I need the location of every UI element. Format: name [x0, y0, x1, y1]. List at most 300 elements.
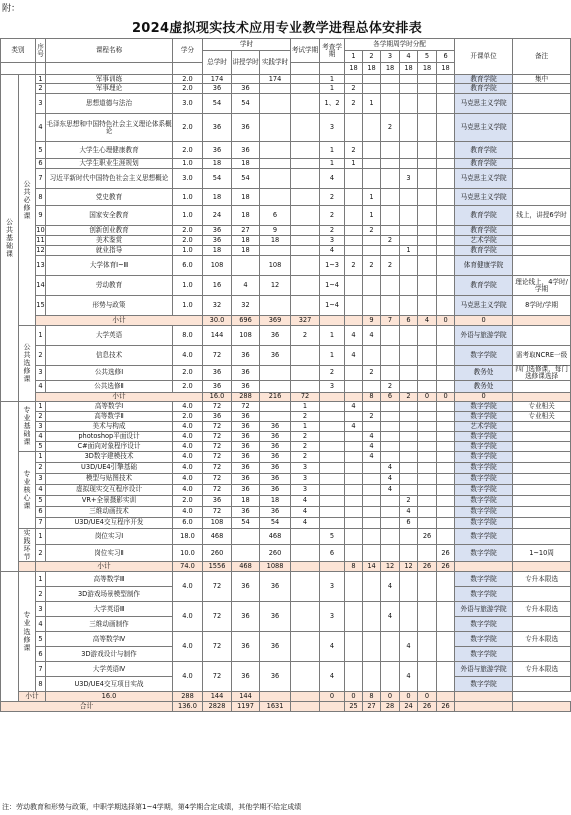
table-row — [1, 572, 571, 587]
s5-cell — [418, 142, 437, 159]
total-cell: 36 — [203, 226, 232, 236]
assess-cell: 4 — [320, 246, 345, 256]
group-public-elective — [19, 326, 36, 402]
remark-cell — [513, 169, 571, 189]
total-cell: 36 — [203, 142, 232, 159]
course-name-cell: 军事理论 — [46, 84, 173, 94]
seq-cell: 7 — [36, 169, 46, 189]
s2-cell: 2 — [363, 256, 381, 276]
unit-cell: 数字学院 — [455, 647, 513, 662]
header-category: 类别 — [1, 39, 36, 63]
s1-cell — [345, 226, 363, 236]
table-row — [1, 39, 571, 51]
table-row — [1, 366, 571, 381]
table-row — [1, 562, 571, 572]
table-row — [1, 484, 571, 495]
credit-cell: 6.0 — [173, 256, 203, 276]
unit-cell: 数字学院 — [455, 517, 513, 528]
group-label: 公共选修课 — [23, 343, 31, 384]
table-row — [1, 392, 571, 401]
s2-cell — [363, 380, 381, 392]
s3-cell — [381, 506, 400, 517]
course-name-cell: 毛泽东思想和中国特色社会主义理论体系概论 — [46, 114, 173, 142]
remark-cell — [513, 159, 571, 169]
lec-cell: 36 — [232, 662, 260, 692]
s5-cell — [418, 517, 437, 528]
s4-cell — [400, 226, 418, 236]
unit-cell: 数字学院 — [455, 528, 513, 545]
group-pro-core — [19, 451, 36, 528]
remark-cell: 线上，讲授6学时 — [513, 206, 571, 226]
credit-cell: 4.0 — [173, 421, 203, 431]
subtotal-s1: 25 — [345, 702, 363, 712]
prac-cell — [260, 142, 291, 159]
assess-cell: 6 — [320, 545, 345, 562]
s3-cell — [381, 431, 400, 441]
unit-cell: 教育学院 — [455, 276, 513, 296]
course-name-cell: 高等数学Ⅰ — [46, 401, 173, 411]
assess-cell: 1 — [320, 326, 345, 346]
table-row — [1, 75, 571, 84]
table-row — [1, 473, 571, 484]
assess-cell — [320, 441, 345, 451]
exam-cell — [291, 226, 320, 236]
credit-cell: 4.0 — [173, 462, 203, 473]
lec-cell: 18 — [232, 159, 260, 169]
s6-cell — [437, 276, 455, 296]
header-semester: 6 — [437, 51, 455, 63]
total-cell: 36 — [203, 411, 232, 421]
s6-cell — [437, 94, 455, 114]
seq-cell: 6 — [36, 647, 46, 662]
s5-cell — [418, 484, 437, 495]
lec-cell: 54 — [232, 94, 260, 114]
s1-cell — [345, 528, 363, 545]
total-cell: 36 — [203, 236, 232, 246]
s3-cell — [381, 94, 400, 114]
s3-cell — [381, 189, 400, 206]
prac-cell — [260, 246, 291, 256]
prac-cell: 36 — [260, 441, 291, 451]
assess-cell: 3 — [320, 602, 345, 632]
course-name-cell: 大学生职业生涯规划 — [46, 159, 173, 169]
unit-cell: 教务处 — [455, 380, 513, 392]
total-cell: 72 — [203, 506, 232, 517]
seq-cell: 5 — [36, 142, 46, 159]
s3-cell — [381, 451, 400, 462]
course-name-cell: 虚拟现实交互程序设计 — [46, 484, 173, 495]
assess-cell — [320, 421, 345, 431]
assess-cell — [320, 517, 345, 528]
course-name-cell: 高等数学Ⅲ — [46, 572, 173, 587]
credit-cell: 4.0 — [173, 662, 203, 692]
course-name-cell: 模型与贴图技术 — [46, 473, 173, 484]
seq-cell: 15 — [36, 296, 46, 316]
lec-cell: 32 — [232, 296, 260, 316]
lec-cell: 36 — [232, 473, 260, 484]
s3-cell — [381, 206, 400, 226]
s6-cell — [437, 206, 455, 226]
course-name-cell: photoshop平面设计 — [46, 431, 173, 441]
assess-cell — [320, 462, 345, 473]
subtotal-s4: 4 — [418, 316, 437, 326]
course-name-cell: 大学英语 — [46, 326, 173, 346]
prac-cell — [260, 159, 291, 169]
s5-cell — [418, 206, 437, 226]
seq-cell: 1 — [36, 401, 46, 411]
lec-cell: 54 — [232, 517, 260, 528]
unit-cell: 数字学院 — [455, 441, 513, 451]
credit-cell: 2.0 — [173, 114, 203, 142]
remark-cell — [513, 677, 571, 692]
seq-cell: 4 — [36, 431, 46, 441]
total-cell: 32 — [203, 296, 232, 316]
table-row — [1, 462, 571, 473]
s6-cell — [437, 226, 455, 236]
blank-cell — [320, 562, 345, 572]
header-exam: 考试学期 — [291, 39, 320, 63]
s2-cell — [363, 276, 381, 296]
s5-cell — [418, 662, 437, 692]
remark-cell — [513, 142, 571, 159]
s4-cell — [400, 401, 418, 411]
seq-cell: 8 — [36, 189, 46, 206]
s6-cell — [437, 441, 455, 451]
unit-cell: 数字学院 — [455, 545, 513, 562]
s4-cell — [400, 75, 418, 84]
subtotal-label: 小计 — [19, 692, 46, 702]
lec-cell: 36 — [232, 366, 260, 381]
unit-cell: 数字学院 — [455, 411, 513, 421]
subtotal-s1: 8 — [345, 562, 363, 572]
subtotal-total: 696 — [232, 316, 260, 326]
course-name-cell: C#面向对象程序设计 — [46, 441, 173, 451]
s3-cell — [381, 142, 400, 159]
unit-cell: 外语与旅游学院 — [455, 326, 513, 346]
prac-cell — [260, 366, 291, 381]
blank-cell — [260, 692, 291, 702]
table-row — [1, 316, 571, 326]
subtotal-s6: 0 — [418, 692, 437, 702]
s1-cell: 4 — [345, 346, 363, 366]
s1-cell — [345, 441, 363, 451]
table-row — [1, 495, 571, 506]
s2-cell: 2 — [363, 226, 381, 236]
s5-cell — [418, 246, 437, 256]
table-row — [1, 256, 571, 276]
header-seq: 序号 — [36, 39, 46, 63]
lec-cell: 36 — [232, 431, 260, 441]
course-name-cell: 大学英语Ⅳ — [46, 662, 173, 677]
subtotal-label: 小计 — [36, 562, 173, 572]
group-label: 公共基础课 — [6, 217, 13, 258]
assess-cell: 4 — [320, 662, 345, 692]
prac-cell: 12 — [260, 276, 291, 296]
lec-cell: 54 — [232, 169, 260, 189]
total-cell: 72 — [203, 431, 232, 441]
total-cell: 72 — [203, 572, 232, 602]
assess-cell: 2 — [320, 366, 345, 381]
course-name-cell: U3D/UE4引擎基础 — [46, 462, 173, 473]
s5-cell — [418, 473, 437, 484]
credit-cell: 3.0 — [173, 169, 203, 189]
subtotal-s1: 9 — [363, 316, 381, 326]
exam-cell: 2 — [291, 441, 320, 451]
assess-cell — [320, 431, 345, 441]
table-row — [1, 602, 571, 617]
credit-cell: 1.0 — [173, 206, 203, 226]
prac-cell: 36 — [260, 326, 291, 346]
unit-cell: 数字学院 — [455, 617, 513, 632]
prac-cell — [260, 94, 291, 114]
assess-cell: 1 — [320, 142, 345, 159]
seq-cell: 1 — [36, 528, 46, 545]
exam-cell — [291, 545, 320, 562]
header-blank — [36, 63, 46, 75]
s4-cell — [400, 431, 418, 441]
unit-cell: 马克思主义学院 — [455, 114, 513, 142]
prac-cell: 36 — [260, 602, 291, 632]
header-weeks: 18 — [437, 63, 455, 75]
s3-cell — [381, 495, 400, 506]
total-cell: 174 — [203, 75, 232, 84]
s3-cell — [381, 296, 400, 316]
total-cell: 18 — [203, 159, 232, 169]
s1-cell: 2 — [345, 256, 363, 276]
s6-cell — [437, 517, 455, 528]
subtotal-s6: 26 — [437, 562, 455, 572]
s5-cell — [418, 189, 437, 206]
lec-cell: 18 — [232, 495, 260, 506]
subtotal-s3: 12 — [381, 562, 400, 572]
s1-cell — [345, 462, 363, 473]
prac-cell — [260, 114, 291, 142]
remark-cell: 集中 — [513, 75, 571, 84]
s6-cell — [437, 246, 455, 256]
subtotal-prac: 1631 — [260, 702, 291, 712]
blank-cell — [513, 562, 571, 572]
s6-cell — [437, 84, 455, 94]
header-credit: 学分 — [173, 39, 203, 63]
remark-cell — [513, 484, 571, 495]
header-weeks: 18 — [345, 63, 363, 75]
s5-cell — [418, 226, 437, 236]
lec-cell: 27 — [232, 226, 260, 236]
header-course: 课程名称 — [46, 39, 173, 63]
header-blank — [320, 63, 345, 75]
s3-cell — [381, 226, 400, 236]
s2-cell: 2 — [363, 411, 381, 421]
s1-cell — [345, 506, 363, 517]
blank-cell — [320, 702, 345, 712]
s5-cell — [418, 506, 437, 517]
s4-cell: 2 — [400, 495, 418, 506]
table-row — [1, 506, 571, 517]
exam-cell: 2 — [291, 411, 320, 421]
unit-cell: 艺术学院 — [455, 236, 513, 246]
unit-cell: 外语与旅游学院 — [455, 662, 513, 677]
s4-cell — [400, 94, 418, 114]
s6-cell — [437, 421, 455, 431]
subtotal-s6: 0 — [455, 316, 513, 326]
s2-cell — [363, 528, 381, 545]
assess-cell: 2 — [320, 226, 345, 236]
credit-cell: 1.0 — [173, 296, 203, 316]
lec-cell: 18 — [232, 206, 260, 226]
course-name-cell: 3D游戏场景模型制作 — [46, 587, 173, 602]
credit-cell: 4.0 — [173, 401, 203, 411]
remark-cell — [513, 441, 571, 451]
credit-cell: 4.0 — [173, 431, 203, 441]
subtotal-s3: 2 — [400, 392, 418, 401]
unit-cell: 数字学院 — [455, 484, 513, 495]
assess-cell: 1、2 — [320, 94, 345, 114]
remark-cell — [513, 647, 571, 662]
course-name-cell: 3D游戏设计与制作 — [46, 647, 173, 662]
s1-cell — [345, 473, 363, 484]
s2-cell — [363, 169, 381, 189]
assess-cell — [320, 473, 345, 484]
credit-cell: 8.0 — [173, 326, 203, 346]
header-semester: 2 — [363, 51, 381, 63]
group-label: 专业核心课 — [23, 469, 31, 510]
group-professional — [1, 401, 19, 571]
group-label: 专业基础课 — [23, 406, 31, 447]
prac-cell: 36 — [260, 346, 291, 366]
s2-cell — [363, 462, 381, 473]
s3-cell: 2 — [381, 256, 400, 276]
unit-cell: 数字学院 — [455, 495, 513, 506]
s4-cell — [400, 473, 418, 484]
s5-cell — [418, 236, 437, 246]
course-name-cell: U3D/UE4交互项目实战 — [46, 677, 173, 692]
table-row — [1, 517, 571, 528]
credit-cell: 1.0 — [173, 246, 203, 256]
s2-cell — [363, 159, 381, 169]
subtotal-credit: 16.0 — [46, 692, 173, 702]
table-row — [1, 401, 571, 411]
s6-cell — [437, 256, 455, 276]
assess-cell: 1 — [320, 75, 345, 84]
prac-cell: 36 — [260, 431, 291, 441]
s4-cell — [400, 545, 418, 562]
remark-cell — [513, 506, 571, 517]
s5-cell — [418, 94, 437, 114]
s1-cell — [345, 662, 363, 692]
unit-cell: 数字学院 — [455, 632, 513, 647]
s6-cell — [437, 662, 455, 692]
table-row — [1, 142, 571, 159]
assess-cell: 1 — [320, 346, 345, 366]
s6-cell — [437, 484, 455, 495]
s2-cell — [363, 75, 381, 84]
s6-cell: 26 — [437, 545, 455, 562]
s4-cell — [400, 462, 418, 473]
s5-cell — [418, 366, 437, 381]
total-cell: 108 — [203, 517, 232, 528]
total-cell: 36 — [203, 380, 232, 392]
credit-cell: 4.0 — [173, 441, 203, 451]
unit-cell: 数字学院 — [455, 473, 513, 484]
prac-cell: 36 — [260, 572, 291, 602]
course-name-cell: 信息技术 — [46, 346, 173, 366]
lec-cell: 36 — [232, 142, 260, 159]
s4-cell — [400, 276, 418, 296]
assess-cell: 3 — [320, 114, 345, 142]
unit-cell: 教育学院 — [455, 246, 513, 256]
lec-cell: 72 — [232, 401, 260, 411]
header-semester: 5 — [418, 51, 437, 63]
header-hours-group: 学时 — [203, 39, 291, 51]
assess-cell: 1 — [320, 159, 345, 169]
unit-cell: 教育学院 — [455, 75, 513, 84]
exam-cell — [291, 159, 320, 169]
blank-cell — [291, 702, 320, 712]
s6-cell — [437, 236, 455, 246]
s3-cell: 2 — [381, 236, 400, 246]
s2-cell: 1 — [363, 94, 381, 114]
credit-cell: 2.0 — [173, 84, 203, 94]
s2-cell — [363, 401, 381, 411]
remark-cell — [513, 462, 571, 473]
prac-cell: 468 — [260, 528, 291, 545]
s1-cell — [345, 75, 363, 84]
exam-cell — [291, 142, 320, 159]
subtotal-s5: 0 — [400, 692, 418, 702]
s2-cell — [363, 84, 381, 94]
assess-cell: 5 — [320, 528, 345, 545]
course-name-cell: 公共选修Ⅰ — [46, 366, 173, 381]
s5-cell — [418, 495, 437, 506]
seq-cell: 1 — [36, 75, 46, 84]
unit-cell: 数字学院 — [455, 677, 513, 692]
lec-cell: 108 — [232, 326, 260, 346]
s2-cell — [363, 142, 381, 159]
s3-cell: 2 — [381, 380, 400, 392]
exam-cell — [291, 75, 320, 84]
assess-cell: 2 — [320, 206, 345, 226]
credit-cell: 1.0 — [173, 276, 203, 296]
remark-cell — [513, 473, 571, 484]
s1-cell — [345, 236, 363, 246]
s5-cell — [418, 421, 437, 431]
s4-cell — [400, 602, 418, 632]
exam-cell — [291, 246, 320, 256]
s1-cell — [345, 206, 363, 226]
table-row — [1, 441, 571, 451]
s6-cell — [437, 632, 455, 662]
s4-cell: 4 — [400, 662, 418, 692]
prac-cell: 36 — [260, 462, 291, 473]
subtotal-s1: 0 — [320, 692, 345, 702]
subtotal-s3: 8 — [363, 692, 381, 702]
course-name-cell: 美术鉴赏 — [46, 236, 173, 246]
s3-cell: 4 — [381, 572, 400, 602]
remark-cell — [513, 587, 571, 602]
s1-cell: 1 — [345, 159, 363, 169]
seq-cell: 2 — [36, 346, 46, 366]
s5-cell — [418, 572, 437, 602]
schedule-table — [0, 38, 571, 712]
s4-cell — [400, 206, 418, 226]
s1-cell — [345, 632, 363, 662]
seq-cell: 10 — [36, 226, 45, 235]
s3-cell: 4 — [381, 462, 400, 473]
prac-cell: 36 — [260, 451, 291, 462]
assess-cell: 1~4 — [320, 276, 345, 296]
header-semester: 4 — [400, 51, 418, 63]
subtotal-s6: 26 — [437, 702, 455, 712]
